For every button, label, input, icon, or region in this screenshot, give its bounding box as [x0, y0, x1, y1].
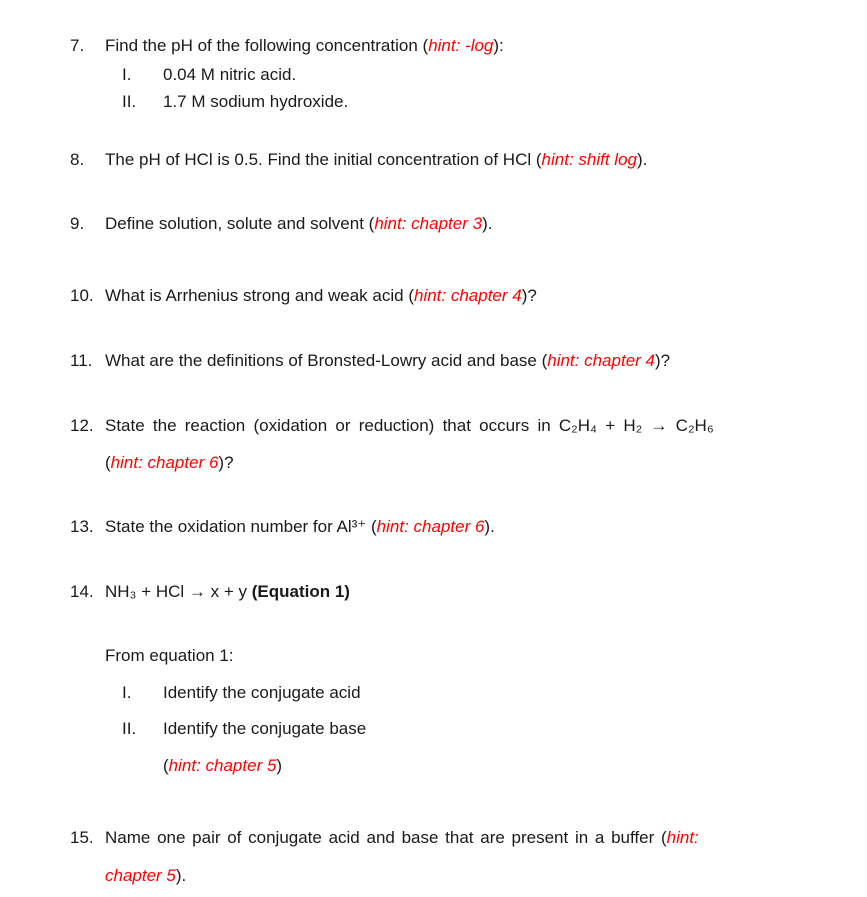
text-run: Find the pH of the following concentration ( — [105, 36, 429, 55]
question-8 — [70, 146, 839, 173]
text-run: What is Arrhenius strong and weak acid ( — [105, 286, 414, 305]
text-run: ). — [484, 517, 495, 536]
question-14-item-2 — [70, 715, 839, 742]
question-10-text — [105, 286, 537, 305]
list-item-text: 1.7 M sodium hydroxide. — [163, 92, 349, 111]
text-run: Name one pair of conjugate acid and base that are present in a buffer ( — [105, 828, 667, 847]
hint-text: chapter 5 — [105, 866, 176, 885]
question-9-text — [105, 214, 492, 233]
question-11-text — [105, 351, 670, 370]
question-15 — [70, 824, 839, 851]
question-11-number: 11. — [70, 351, 93, 370]
list-roman-label: I. — [122, 683, 132, 702]
text-run: State the oxidation number for Al³⁺ ( — [105, 517, 377, 536]
text-run: ). — [636, 150, 648, 169]
hint-text: hint: chapter 4 — [413, 286, 522, 305]
question-7-item-2 — [70, 88, 839, 115]
list-item-text: Identify the conjugate base — [163, 719, 367, 738]
question-14-formula — [105, 582, 350, 601]
text-run: ( — [163, 756, 169, 775]
list-item-text: 0.04 M nitric acid. — [163, 65, 297, 84]
question-11 — [70, 347, 839, 374]
question-14-item-1 — [70, 679, 839, 706]
question-10-number: 10. — [70, 286, 94, 305]
question-10 — [70, 282, 839, 309]
text-run: )? — [218, 453, 234, 472]
text-run: The pH of HCl is 0.5. Find the initial concentration of HCl ( — [105, 150, 542, 169]
text-run: )? — [521, 286, 537, 305]
question-9 — [70, 210, 839, 237]
question-13-text — [105, 517, 495, 536]
text-run: ). — [482, 214, 493, 233]
chemical-equation: NH₃ + HCl → x + y — [105, 582, 252, 601]
question-13 — [70, 513, 839, 540]
question-7-item-1 — [70, 61, 839, 88]
text-run: ). — [175, 866, 187, 885]
text-run: ) — [276, 756, 283, 775]
hint-text: hint: chapter 4 — [547, 351, 655, 370]
question-8-text — [105, 150, 647, 169]
hint-text: hint: chapter 3 — [374, 214, 483, 233]
question-15-text — [105, 828, 699, 847]
list-roman-label: I. — [122, 65, 132, 84]
question-14 — [70, 578, 839, 605]
text-run: )? — [655, 351, 671, 370]
question-14-hint-line — [70, 752, 839, 779]
question-7 — [70, 32, 839, 59]
question-15-number: 15. — [70, 828, 94, 847]
list-item-text: Identify the conjugate acid — [163, 683, 361, 702]
question-12-text: State the reaction (oxidation or reduction) that occurs in C₂H₄ + H₂ → C₂H₆ — [105, 416, 714, 435]
list-roman-label: II. — [122, 92, 137, 111]
text-run: What are the definitions of Bronsted-Lowry acid and base ( — [105, 351, 548, 370]
text-run: ( — [105, 453, 111, 472]
text-run: From equation 1: — [105, 646, 234, 665]
question-12 — [70, 412, 839, 439]
hint-text: hint: shift log — [541, 150, 637, 169]
hint-text: hint: chapter 6 — [376, 517, 485, 536]
question-14-number: 14. — [70, 582, 94, 601]
question-7-text — [105, 36, 504, 55]
question-8-number: 8. — [70, 150, 85, 169]
question-12-line-2 — [70, 449, 839, 476]
text-run: ): — [493, 36, 504, 55]
text-run: Define solution, solute and solvent ( — [105, 214, 375, 233]
equation-label: (Equation 1) — [251, 582, 350, 601]
question-13-number: 13. — [70, 517, 94, 536]
hint-text: hint: chapter 5 — [168, 756, 277, 775]
question-9-number: 9. — [70, 214, 85, 233]
hint-text: hint: chapter 6 — [110, 453, 219, 472]
hint-text: hint: — [666, 828, 699, 847]
question-14-from-line — [70, 642, 839, 669]
hint-text: hint: -log — [428, 36, 494, 55]
list-roman-label: II. — [122, 719, 137, 738]
question-15-line-2 — [70, 862, 839, 889]
question-7-number: 7. — [70, 36, 85, 55]
question-12-number: 12. — [70, 416, 94, 435]
